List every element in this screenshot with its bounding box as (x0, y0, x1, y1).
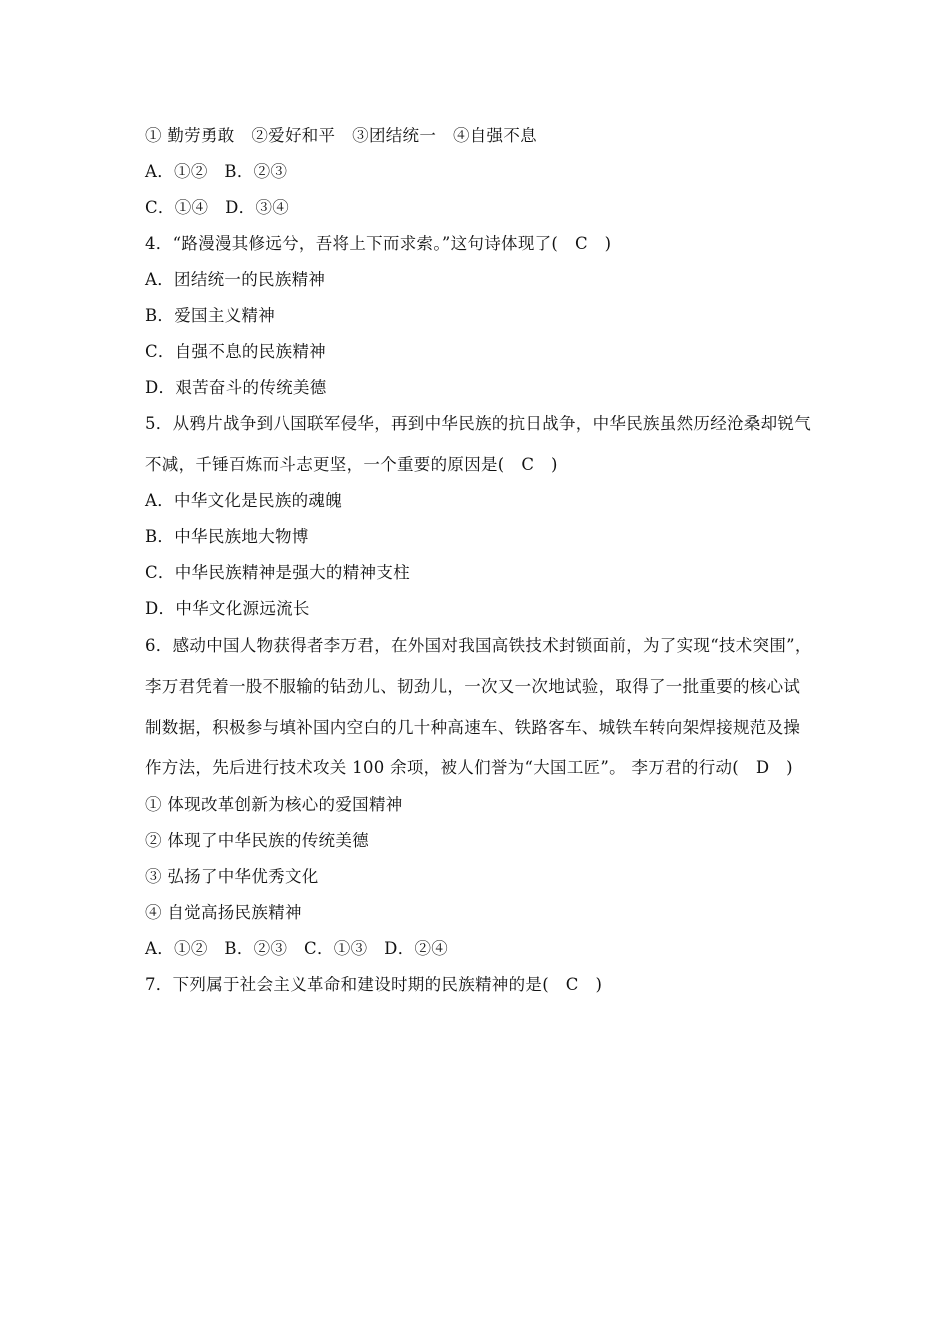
q6-stem-line-3: 制数据，积极参与填补国内空白的几十种高速车、铁路客车、城铁车转向架焊接规范及操 (145, 718, 801, 737)
q4-stem: 4．“路漫漫其修远兮，吾将上下而求索。”这句诗体现了( C ) (145, 234, 612, 253)
q7-stem: 7．下列属于社会主义革命和建设时期的民族精神的是( C ) (145, 975, 603, 994)
q4-option-d: D．艰苦奋斗的传统美德 (145, 378, 327, 397)
q6-statement-3: ③ 弘扬了中华优秀文化 (145, 867, 319, 886)
q3-choices-cd: C．①④ D．③④ (145, 198, 290, 217)
q4-option-b: B．爱国主义精神 (145, 306, 276, 325)
q6-statement-4: ④ 自觉高扬民族精神 (145, 903, 302, 922)
q4-option-c: C．自强不息的民族精神 (145, 342, 326, 361)
q5-option-a: A．中华文化是民族的魂魄 (145, 491, 343, 510)
q4-option-a: A．团结统一的民族精神 (145, 270, 326, 289)
q5-stem-line-2: 不减，千锤百炼而斗志更坚，一个重要的原因是( C ) (145, 455, 558, 474)
q6-stem-line-4: 作方法，先后进行技术攻关 100 余项，被人们誉为“大国工匠”。 李万君的行动( D ) (145, 758, 793, 777)
q5-option-b: B．中华民族地大物博 (145, 527, 309, 546)
q6-statement-1: ① 体现改革创新为核心的爱国精神 (145, 795, 403, 814)
q5-stem-line-1: 5．从鸦片战争到八国联军侵华，再到中华民族的抗日战争，中华民族虽然历经沧桑却锐气 (145, 414, 811, 433)
q5-option-c: C．中华民族精神是强大的精神支柱 (145, 563, 410, 582)
q3-choices-ab: A．①② B．②③ (145, 162, 288, 181)
q6-statement-2: ② 体现了中华民族的传统美德 (145, 831, 369, 850)
q6-choices: A．①② B．②③ C．①③ D．②④ (145, 939, 449, 958)
q5-option-d: D．中华文化源远流长 (145, 599, 310, 618)
q6-stem-line-2: 李万君凭着一股不服输的钻劲儿、韧劲儿，一次又一次地试验，取得了一批重要的核心试 (145, 677, 801, 696)
q6-stem-line-1: 6．感动中国人物获得者李万君，在外国对我国高铁技术封锁面前，为了实现“技术突围”， (145, 636, 812, 655)
q3-options-statements: ① 勤劳勇敢 ②爱好和平 ③团结统一 ④自强不息 (145, 126, 537, 145)
